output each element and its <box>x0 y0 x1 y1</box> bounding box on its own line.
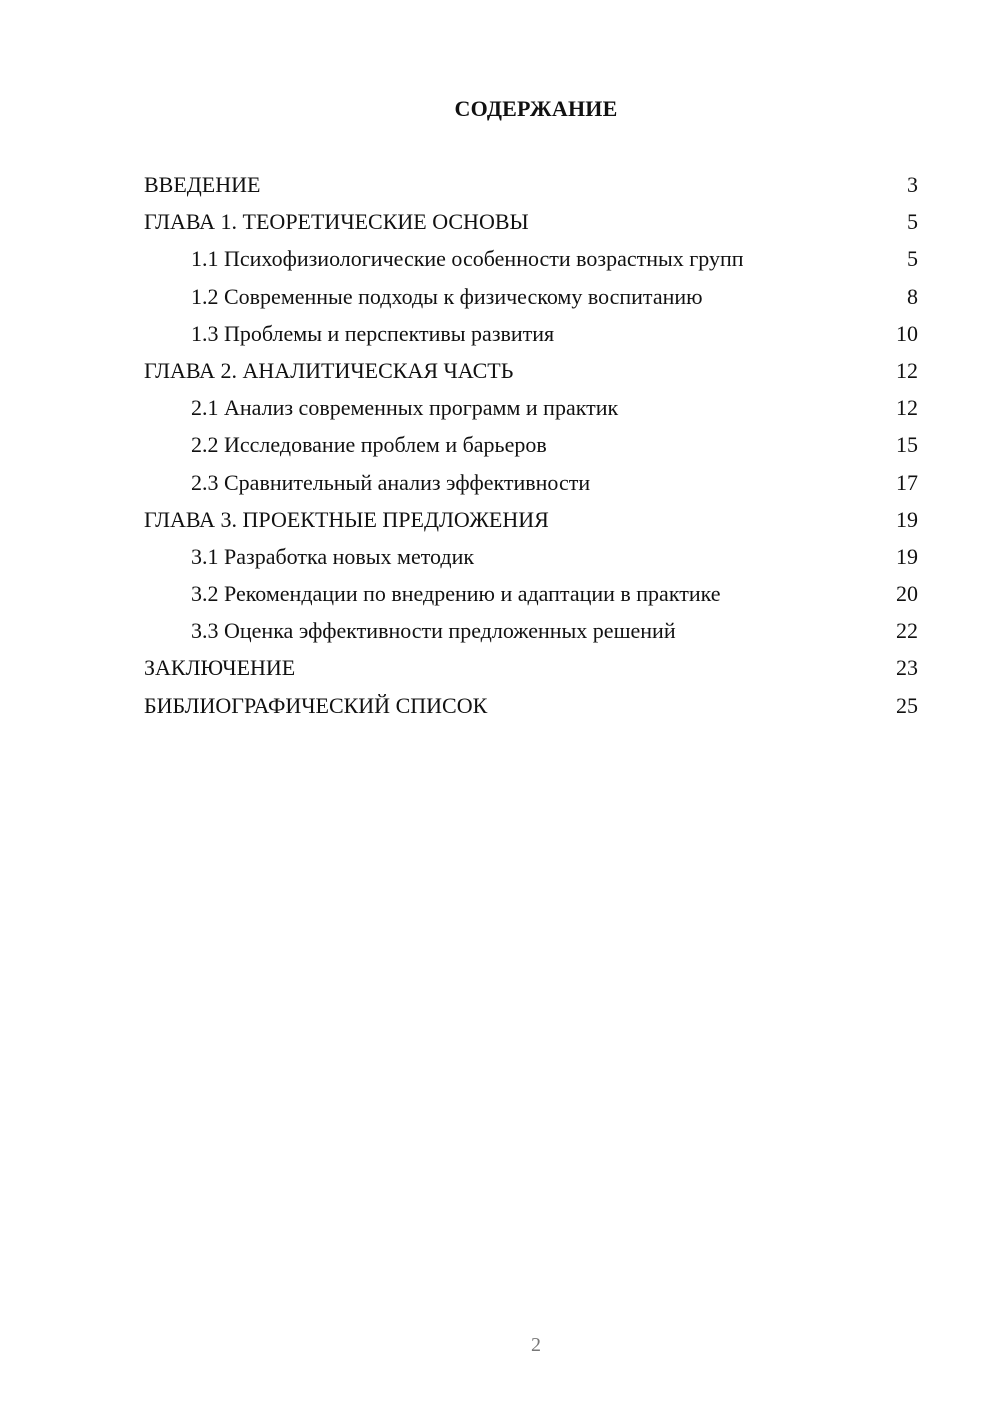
toc-entry-bibliography[interactable] <box>144 687 918 724</box>
toc-entry-page: 25 <box>896 692 918 718</box>
toc-entry-page: 23 <box>896 655 918 681</box>
toc-entry-section-2-3[interactable] <box>144 464 918 501</box>
toc-entry-label: 1.3 Проблемы и перспективы развития <box>191 320 555 346</box>
toc-entry-page: 17 <box>896 469 918 495</box>
toc-entry-page: 5 <box>907 209 918 235</box>
toc-entry-chapter-3[interactable] <box>144 501 918 538</box>
toc-entry-page: 8 <box>907 283 918 309</box>
toc-entry-section-1-3[interactable] <box>144 315 918 352</box>
toc-entry-conclusion[interactable] <box>144 649 918 686</box>
toc-entry-label: 2.3 Сравнительный анализ эффективности <box>191 469 591 495</box>
toc-entry-section-1-1[interactable] <box>144 240 918 277</box>
toc-entry-page: 10 <box>896 320 918 346</box>
toc-entry-section-2-1[interactable] <box>144 389 918 426</box>
toc-entry-section-3-1[interactable] <box>144 538 918 575</box>
toc-entry-label: 3.1 Разработка новых методик <box>191 543 475 569</box>
toc-entry-label: 3.3 Оценка эффективности предложенных решений <box>191 618 676 644</box>
toc-entry-label: ГЛАВА 2. АНАЛИТИЧЕСКАЯ ЧАСТЬ <box>144 357 514 383</box>
toc-entry-label: 2.2 Исследование проблем и барьеров <box>191 432 547 458</box>
toc-entry-label: 1.2 Современные подходы к физическому воспитанию <box>191 283 703 309</box>
toc-entry-page: 20 <box>896 581 918 607</box>
toc-entry-introduction[interactable] <box>144 166 918 203</box>
toc-entry-chapter-2[interactable] <box>144 352 918 389</box>
toc-entry-label: 2.1 Анализ современных программ и практик <box>191 395 619 421</box>
toc-entry-page: 15 <box>896 432 918 458</box>
toc-entry-page: 22 <box>896 618 918 644</box>
toc-entry-label: ВВЕДЕНИЕ <box>144 172 261 197</box>
toc-entry-page: 12 <box>896 357 918 383</box>
toc-entry-section-3-3[interactable] <box>144 612 918 649</box>
toc-entry-label: 3.2 Рекомендации по внедрению и адаптации в практике <box>191 581 721 607</box>
toc-entry-label: 1.1 Психофизиологические особенности возрастных групп <box>191 246 744 272</box>
toc-entry-label: ЗАКЛЮЧЕНИЕ <box>144 655 296 681</box>
toc-entry-section-2-2[interactable] <box>144 426 918 463</box>
page-title: СОДЕРЖАНИЕ <box>454 96 618 121</box>
toc-entry-label: БИБЛИОГРАФИЧЕСКИЙ СПИСОК <box>144 692 488 718</box>
table-of-contents <box>144 166 918 724</box>
toc-entry-page: 12 <box>896 395 918 421</box>
toc-entry-page: 5 <box>907 246 918 272</box>
page-number: 2 <box>531 1334 541 1356</box>
toc-entry-section-1-2[interactable] <box>144 278 918 315</box>
toc-entry-page: 19 <box>896 543 918 569</box>
toc-entry-page: 3 <box>907 172 918 197</box>
toc-entry-section-3-2[interactable] <box>144 575 918 612</box>
toc-entry-chapter-1[interactable] <box>144 203 918 240</box>
toc-entry-label: ГЛАВА 1. ТЕОРЕТИЧЕСКИЕ ОСНОВЫ <box>144 209 529 235</box>
toc-entry-label: ГЛАВА 3. ПРОЕКТНЫЕ ПРЕДЛОЖЕНИЯ <box>144 506 549 532</box>
toc-entry-page: 19 <box>896 506 918 532</box>
